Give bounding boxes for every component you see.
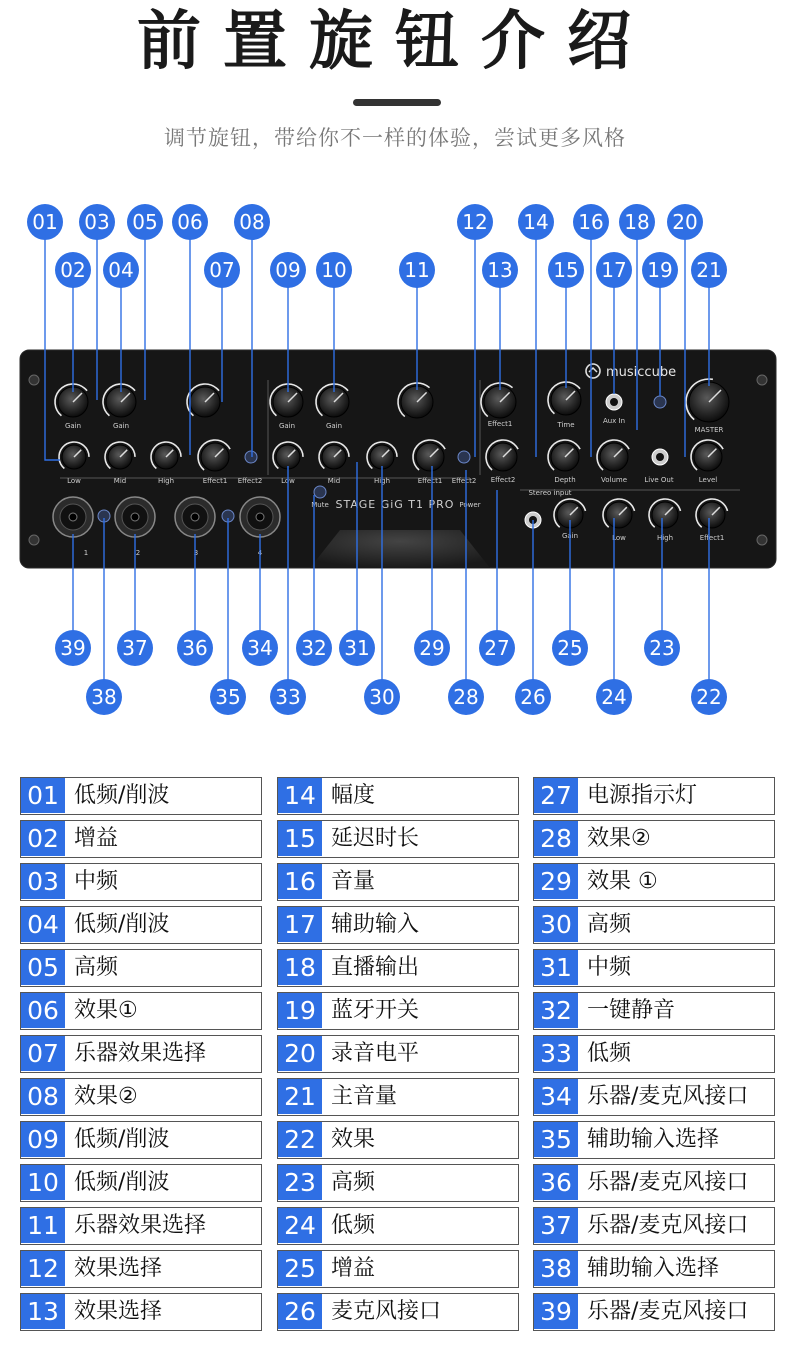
legend-row [533,820,775,858]
callout-number: 21 [696,258,722,282]
legend-row [277,777,519,815]
legend-number: 27 [534,778,578,813]
legend-row [20,1035,262,1073]
label-effect2-a: Effect2 [237,477,263,485]
callout-number: 37 [122,636,148,660]
legend-row [533,906,775,944]
label-effect1-c: Effect1 [487,420,513,428]
label-ch1: 1 [83,549,89,557]
callout-badge [127,204,163,240]
speaker-grille [310,530,490,568]
legend-number: 15 [278,821,322,856]
callout-badge [242,630,278,666]
label-high-1: High [157,477,175,485]
legend-number: 33 [534,1036,578,1071]
legend-text: 乐器/麦克风接口 [587,1299,749,1324]
legend-row [533,1035,775,1073]
xlr-combo-jack[interactable] [53,497,93,537]
label-low-3: Low [612,534,626,542]
callout-number: 25 [557,636,583,660]
label-gain-1: Gain [64,422,82,430]
callout-badge [234,204,270,240]
callout-badge [270,252,306,288]
callout-badge [642,252,678,288]
legend-number: 07 [21,1036,65,1071]
legend-text: 低频 [587,1041,632,1066]
legend-row [277,906,519,944]
legend-text: 增益 [331,1256,376,1281]
callout-badge [103,252,139,288]
callout-number: 28 [453,685,479,709]
legend-text: 效果② [587,826,651,851]
legend-row [533,1207,775,1245]
label-effect1-b: Effect1 [417,477,443,485]
legend-number: 21 [278,1079,322,1114]
legend-number: 01 [21,778,65,813]
page-title: 前置旋钮介绍 [137,5,653,79]
legend-text: 中频 [587,955,632,980]
legend-text: 辅助输入 [331,912,420,937]
callout-badge [55,630,91,666]
callout-badge [457,204,493,240]
callout-number: 35 [215,685,241,709]
page-subtitle: 调节旋钮，带给你不一样的体验，尝试更多风格 [164,126,626,150]
callout-badge [515,679,551,715]
label-ch2: 2 [135,549,141,557]
legend-row [277,1035,519,1073]
legend-row [20,906,262,944]
legend-row [20,1078,262,1116]
callout-number: 02 [60,258,86,282]
callout-badge [479,630,515,666]
legend-row [20,1164,262,1202]
callout-number: 29 [419,636,445,660]
legend-number: 37 [534,1208,578,1243]
callout-badge [117,630,153,666]
legend-number: 23 [278,1165,322,1200]
callout-badge [667,204,703,240]
legend-row [277,1121,519,1159]
callout-number: 23 [649,636,675,660]
label-mid-1: Mid [113,477,127,485]
title-divider [353,99,441,106]
legend-number: 39 [534,1294,578,1329]
callout-badge [691,252,727,288]
legend-row [20,1121,262,1159]
label-ch4: 4 [257,549,263,557]
legend-text: 主音量 [331,1084,398,1109]
callout-badge [79,204,115,240]
legend-text: 延迟时长 [331,826,420,851]
callout-badge [210,679,246,715]
callout-badge [518,204,554,240]
callout-number: 07 [209,258,235,282]
legend-number: 30 [534,907,578,942]
callout-badge [596,252,632,288]
callout-badge [172,204,208,240]
legend-number: 32 [534,993,578,1028]
label-power: Power [459,501,481,509]
label-gain-2: Gain [112,422,130,430]
legend-text: 低频 [331,1213,376,1238]
callout-number: 20 [672,210,698,234]
label-mid-2: Mid [327,477,341,485]
legend-text: 乐器/麦克风接口 [587,1213,749,1238]
xlr-combo-jack[interactable] [175,497,215,537]
callout-number: 32 [301,636,327,660]
callout-number: 15 [553,258,579,282]
callout-number: 03 [84,210,110,234]
legend-text: 低频/削波 [74,783,170,808]
callout-badge [296,630,332,666]
callout-number: 10 [321,258,347,282]
callout-number: 18 [624,210,650,234]
xlr-combo-jack[interactable] [240,497,280,537]
legend-row [533,1164,775,1202]
legend-number: 38 [534,1251,578,1286]
legend-row [533,777,775,815]
label-depth: Depth [554,476,576,484]
callout-badge [55,252,91,288]
callout-badge [339,630,375,666]
legend-text: 效果① [74,998,138,1023]
legend-number: 24 [278,1208,322,1243]
brand-name: musiccube [606,365,677,380]
legend-text: 乐器效果选择 [74,1213,207,1238]
legend-number: 29 [534,864,578,899]
callout-number: 17 [601,258,627,282]
legend-text: 乐器/麦克风接口 [587,1170,749,1195]
callout-badge [177,630,213,666]
panel-model: STAGE GiG T1 PRO [335,498,455,511]
legend-number: 02 [21,821,65,856]
legend-number: 34 [534,1079,578,1114]
callout-badge [364,679,400,715]
callout-number: 11 [404,258,430,282]
label-gain-3: Gain [278,422,296,430]
callout-badge [596,679,632,715]
callout-badge [27,204,63,240]
legend-row [20,1207,262,1245]
callout-badge [482,252,518,288]
legend-row [533,863,775,901]
legend-row [20,777,262,815]
legend-text: 中频 [74,869,119,894]
callout-number: 38 [91,685,117,709]
legend-number: 22 [278,1122,322,1157]
callout-badge [448,679,484,715]
callout-badge [86,679,122,715]
callout-badge [270,679,306,715]
callout-badge [644,630,680,666]
legend-number: 35 [534,1122,578,1157]
legend-row [277,1078,519,1116]
callout-number: 08 [239,210,265,234]
legend-row [20,1250,262,1288]
legend-text: 低频/削波 [74,1170,170,1195]
label-time: Time [557,421,575,429]
callout-number: 36 [182,636,208,660]
legend-text: 麦克风接口 [331,1299,442,1324]
legend-row [533,1121,775,1159]
callout-number: 24 [601,685,627,709]
legend-text: 高频 [74,955,119,980]
legend-text: 电源指示灯 [587,783,698,808]
legend-row [20,1293,262,1331]
legend-text: 效果选择 [74,1299,163,1324]
quarter-inch-jack[interactable] [606,394,622,410]
callout-badge [552,630,588,666]
label-low-2: Low [281,477,295,485]
label-effect1-d: Effect1 [699,534,725,542]
callout-number: 19 [647,258,673,282]
label-effect2-b: Effect2 [451,477,477,485]
legend-number: 17 [278,907,322,942]
callout-number: 30 [369,685,395,709]
legend-row [533,949,775,987]
callout-number: 22 [696,685,722,709]
legend-text: 增益 [74,826,119,851]
legend-number: 09 [21,1122,65,1157]
legend-text: 低频/削波 [74,1127,170,1152]
label-high-3: High [656,534,674,542]
legend-number: 16 [278,864,322,899]
callout-number: 09 [275,258,301,282]
legend-row [277,820,519,858]
callout-number: 12 [462,210,488,234]
callout-badge [573,204,609,240]
label-high-2: High [373,477,391,485]
callout-number: 33 [275,685,301,709]
label-gain-4: Gain [325,422,343,430]
callout-badge [619,204,655,240]
legend-number: 18 [278,950,322,985]
callout-number: 05 [132,210,158,234]
legend-text: 辅助输入选择 [587,1256,720,1281]
callout-number: 26 [520,685,546,709]
legend-row [20,820,262,858]
legend-text: 高频 [331,1170,376,1195]
legend-number: 36 [534,1165,578,1200]
mixer-panel-diagram [0,190,790,730]
legend-number: 31 [534,950,578,985]
legend-number: 11 [21,1208,65,1243]
legend-row [277,1207,519,1245]
legend-number: 12 [21,1251,65,1286]
legend-number: 08 [21,1079,65,1114]
legend-number: 05 [21,950,65,985]
legend-text: 直播输出 [331,955,420,980]
label-liveout: Live Out [644,476,674,484]
legend-text: 低频/削波 [74,912,170,937]
legend-text: 录音电平 [331,1041,420,1066]
legend-number: 28 [534,821,578,856]
legend-text: 辅助输入选择 [587,1127,720,1152]
legend-row [277,863,519,901]
legend-number: 19 [278,993,322,1028]
legend-row [277,1164,519,1202]
legend-text: 一键静音 [587,998,676,1023]
legend-text: 蓝牙开关 [331,998,420,1023]
label-stereo: Stereo input [528,489,572,497]
callout-number: 27 [484,636,510,660]
legend-text: 幅度 [331,783,376,808]
callout-number: 14 [523,210,549,234]
button[interactable] [314,486,326,498]
legend-text: 效果 [331,1127,376,1152]
label-auxin: Aux In [602,417,626,425]
label-gain-5: Gain [561,532,579,540]
callout-badge [691,679,727,715]
callout-badge [399,252,435,288]
callout-number: 31 [344,636,370,660]
button[interactable] [458,451,470,463]
label-master: MASTER [694,426,724,434]
legend-number: 03 [21,864,65,899]
callout-badge [548,252,584,288]
legend-row [533,1250,775,1288]
legend-number: 20 [278,1036,322,1071]
legend-number: 26 [278,1294,322,1329]
xlr-combo-jack[interactable] [115,497,155,537]
legend-number: 04 [21,907,65,942]
label-level: Level [698,476,718,484]
button[interactable] [245,451,257,463]
legend-text: 乐器效果选择 [74,1041,207,1066]
legend-text: 效果② [74,1084,138,1109]
label-effect2-c: Effect2 [490,476,516,484]
legend-text: 乐器/麦克风接口 [587,1084,749,1109]
callout-number: 16 [578,210,604,234]
callout-number: 39 [60,636,86,660]
legend-text: 音量 [331,869,376,894]
callout-number: 34 [247,636,273,660]
callout-number: 06 [177,210,203,234]
legend-text: 效果选择 [74,1256,163,1281]
quarter-inch-jack[interactable] [652,449,668,465]
legend-text: 效果 ① [587,869,658,894]
legend-text: 高频 [587,912,632,937]
label-volume: Volume [600,476,628,484]
legend-number: 10 [21,1165,65,1200]
legend-row [20,863,262,901]
legend-number: 13 [21,1294,65,1329]
callout-badge [204,252,240,288]
legend-row [277,992,519,1030]
legend-row [533,992,775,1030]
legend-row [277,1250,519,1288]
callout-badge [414,630,450,666]
callout-badge [316,252,352,288]
legend-number: 06 [21,993,65,1028]
callout-number: 13 [487,258,513,282]
label-ch3: 3 [193,549,199,557]
callout-number: 04 [108,258,134,282]
legend-row [20,949,262,987]
button[interactable] [654,396,666,408]
legend-row [533,1293,775,1331]
legend-number: 25 [278,1251,322,1286]
legend-row [277,949,519,987]
legend-row [277,1293,519,1331]
label-mute: Mute [311,501,329,509]
legend-row [533,1078,775,1116]
legend-number: 14 [278,778,322,813]
label-low-1: Low [67,477,81,485]
legend-row [20,992,262,1030]
callout-number: 01 [32,210,58,234]
label-effect1-a: Effect1 [202,477,228,485]
